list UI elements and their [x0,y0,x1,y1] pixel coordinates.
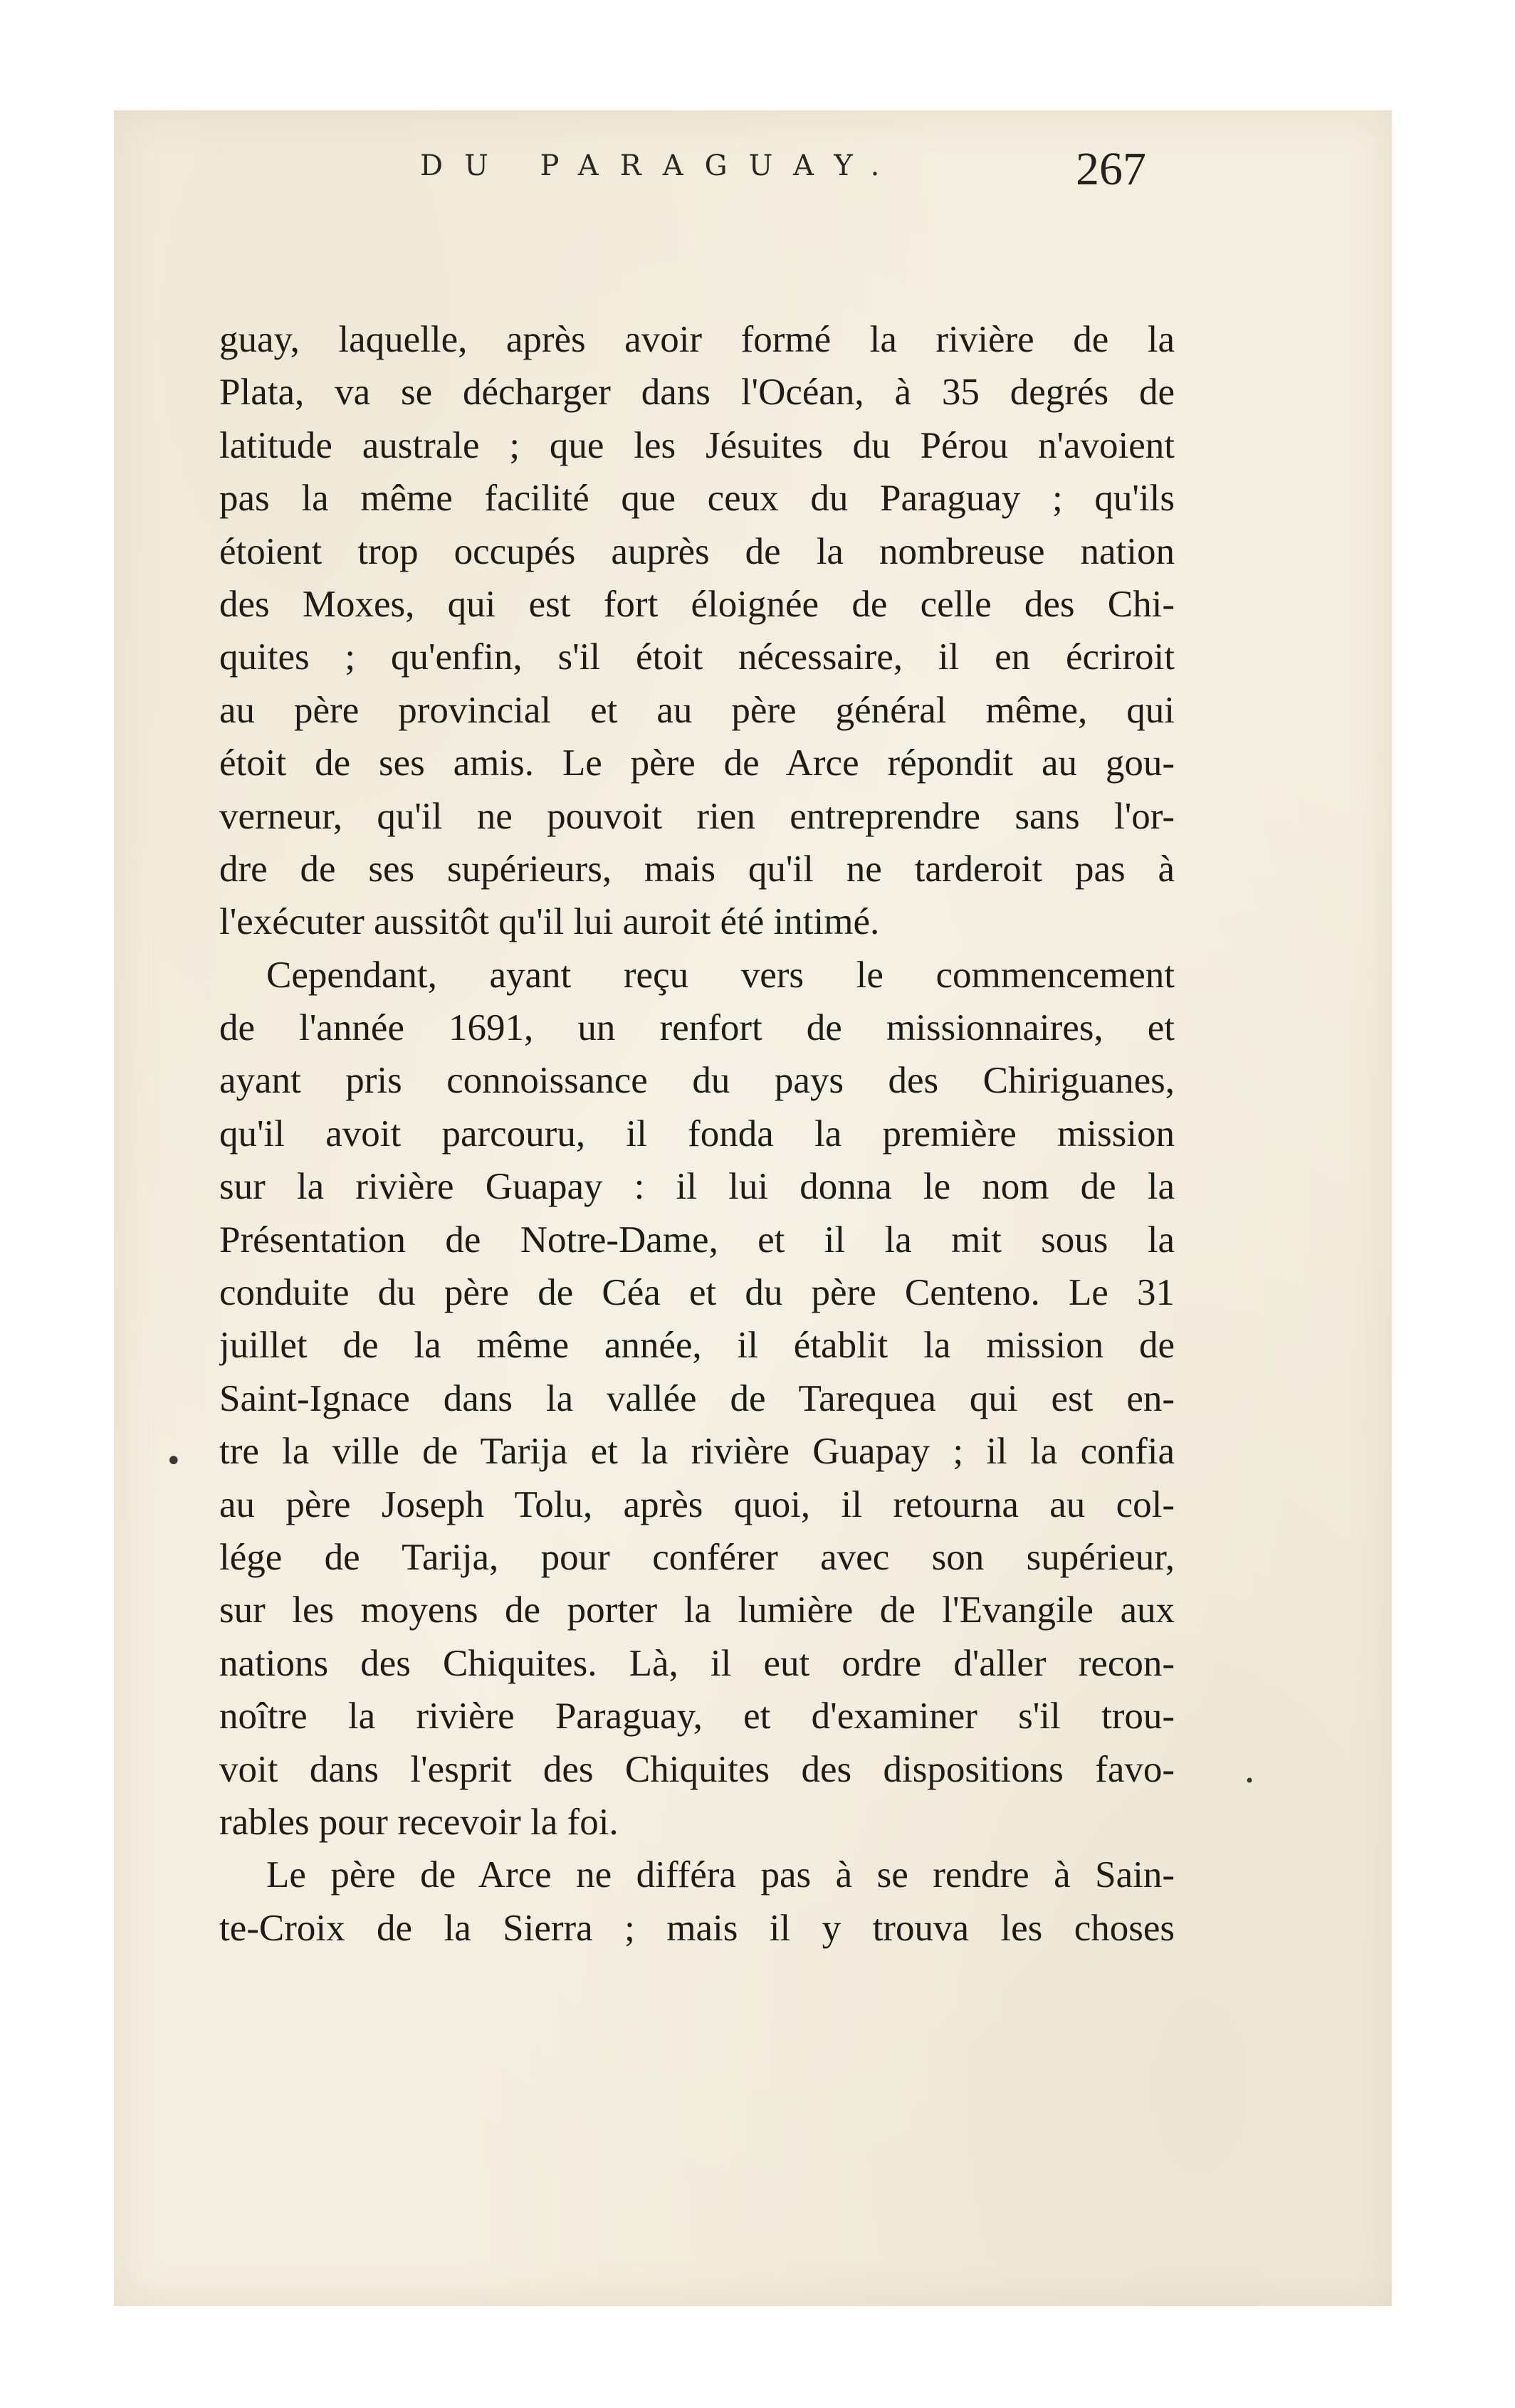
text-line: noître la rivière Paraguay, et d'examiner s'il trou- [219,1695,1175,1737]
text-line: étoient trop occupés auprès de la nombreuse nation [219,530,1175,572]
text-line: quites ; qu'enfin, s'il étoit nécessaire, il en écriroit [219,636,1175,678]
text-line: rables pour recevoir la foi. [219,1801,619,1843]
text-line: pas la même facilité que ceux du Paraguay ; qu'ils [219,478,1175,520]
running-title: DU PARAGUAY. [420,149,901,182]
text-line: de l'année 1691, un renfort de missionnaires, et [219,1007,1175,1049]
text-line: guay, laquelle, après avoir formé la rivière de la [219,319,1175,360]
paragraph-2 [219,949,1175,1849]
paragraph-3 [219,1849,1175,1955]
text-line: ayant pris connoissance du pays des Chiriguanes, [219,1060,1175,1102]
paragraph-1 [219,313,1175,949]
text-line: te-Croix de la Sierra ; mais il y trouva les choses [219,1907,1175,1949]
margin-dot-right: • [1244,1771,1255,1791]
text-line: lége de Tarija, pour conférer avec son supérieur, [219,1536,1175,1578]
text-line: au père Joseph Tolu, après quoi, il retourna au col- [219,1483,1175,1525]
text-line: l'exécuter aussitôt qu'il lui auroit été intimé. [219,901,880,943]
text-line: Cependant, ayant reçu vers le commencement [266,954,1175,996]
text-line: verneur, qu'il ne pouvoit rien entreprendre sans l'or- [219,795,1175,837]
text-line: sur la rivière Guapay : il lui donna le nom de la [219,1166,1175,1208]
text-line: conduite du père de Céa et du père Centeno. Le 31 [219,1272,1175,1314]
body-text [219,313,1175,1955]
text-line: nations des Chiquites. Là, il eut ordre d'aller recon- [219,1642,1175,1684]
text-line: Plata, va se décharger dans l'Océan, à 35 degrés de [219,372,1175,414]
text-line: au père provincial et au père général même, qui [219,689,1175,731]
margin-dot-left: • [165,1445,182,1478]
text-line: juillet de la même année, il établit la mission de [219,1325,1175,1367]
text-line: qu'il avoit parcouru, il fonda la première mission [219,1113,1175,1155]
text-line: dre de ses supérieurs, mais qu'il ne tarderoit pas à [219,848,1175,890]
text-line: des Moxes, qui est fort éloignée de celle des Chi- [219,583,1175,625]
text-line: sur les moyens de porter la lumière de l'Evangile aux [219,1589,1175,1631]
text-line: tre la ville de Tarija et la rivière Guapay ; il la confia [219,1431,1175,1473]
text-line: étoit de ses amis. Le père de Arce répondit au gou- [219,742,1175,784]
running-head [327,142,1146,206]
text-line: latitude australe ; que les Jésuites du Pérou n'avoient [219,424,1175,466]
text-line: voit dans l'esprit des Chiquites des dispositions favo- [219,1748,1175,1790]
text-line: Le père de Arce ne différa pas à se rendre à Sain- [266,1854,1175,1896]
page-number: 267 [1076,143,1146,195]
text-line: Présentation de Notre-Dame, et il la mit sous la [219,1219,1175,1261]
text-line: Saint-Ignace dans la vallée de Tarequea qui est en- [219,1377,1175,1419]
